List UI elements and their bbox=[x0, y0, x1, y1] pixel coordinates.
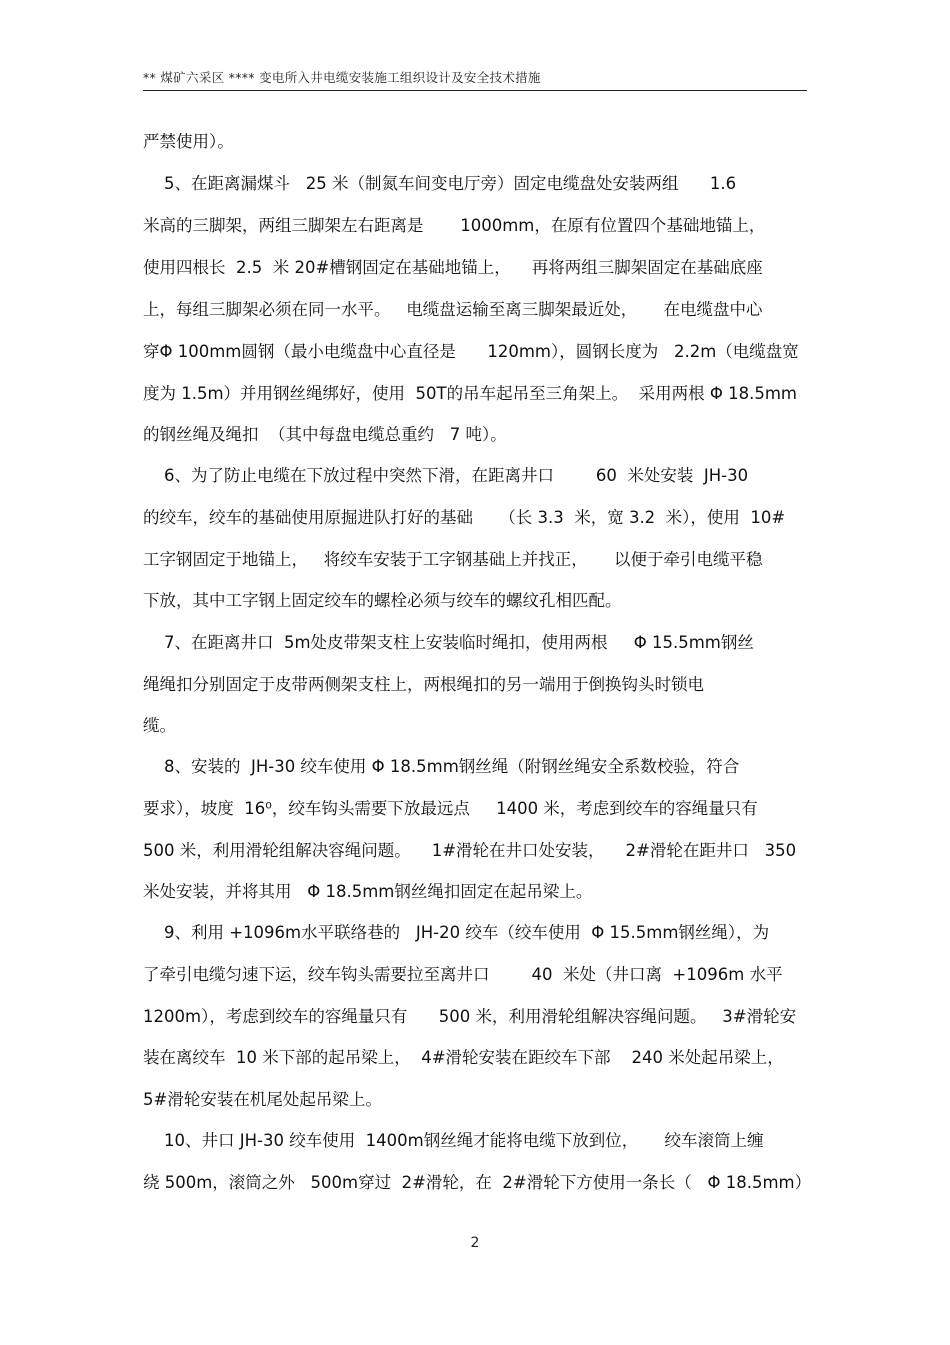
body-line: 500 米，利用滑轮组解决容绳问题。 1#滑轮在井口处安装， 2#滑轮在距井口 350 bbox=[143, 841, 797, 860]
page-number: 2 bbox=[470, 1235, 480, 1251]
body-line: 6、为了防止电缆在下放过程中突然下滑，在距离井口 60 米处安装 JH-30 bbox=[143, 466, 749, 485]
body-line: 度为 1.5m）并用钢丝绳绑好，使用 50T的吊车起吊至三角架上。 采用两根 Φ 18.5mm bbox=[143, 384, 797, 403]
body-line: 使用四根长 2.5 米 20#槽钢固定在基础地锚上， 再将两组三脚架固定在基础底座 bbox=[143, 258, 763, 277]
body-line: 上，每组三脚架必须在同一水平。 电缆盘运输至离三脚架最近处， 在电缆盘中心 bbox=[143, 300, 763, 319]
body-line: 5、在距离漏煤斗 25 米（制氮车间变电厅旁）固定电缆盘处安装两组 1.6 bbox=[143, 174, 737, 193]
body-line: 9、利用 +1096m水平联络巷的 JH-20 绞车（绞车使用 Φ 15.5mm钢丝绳），为 bbox=[143, 923, 770, 942]
body-line: 1200m），考虑到绞车的容绳量只有 500 米，利用滑轮组解决容绳问题。 3#滑轮安 bbox=[143, 1007, 797, 1026]
body-line: 绕 500m，滚筒之外 500m穿过 2#滑轮，在 2#滑轮下方使用一条长（ Φ 18.5mm） bbox=[143, 1173, 812, 1192]
header-divider bbox=[143, 90, 807, 91]
page-header-title: ** 煤矿六采区 **** 变电所入井电缆安装施工组织设计及安全技术措施 bbox=[143, 70, 541, 85]
body-line: 缆。 bbox=[143, 716, 176, 735]
body-line: 了牵引电缆匀速下运，绞车钩头需要拉至离井口 40 米处（井口离 +1096m 水平 bbox=[143, 965, 783, 984]
body-line: 严禁使用）。 bbox=[143, 132, 234, 151]
body-line: 的钢丝绳及绳扣 （其中每盘电缆总重约 7 吨）。 bbox=[143, 425, 507, 444]
body-line: 工字钢固定于地锚上， 将绞车安装于工字钢基础上并找正， 以便于牵引电缆平稳 bbox=[143, 550, 763, 569]
body-line: 5#滑轮安装在机尾处起吊梁上。 bbox=[143, 1090, 382, 1109]
body-line: 7、在距离井口 5m处皮带架支柱上安装临时绳扣，使用两根 Φ 15.5mm钢丝 bbox=[143, 633, 754, 652]
body-line: 下放，其中工字钢上固定绞车的螺栓必须与绞车的螺纹孔相匹配。 bbox=[143, 591, 622, 610]
body-line: 米处安装，并将其用 Φ 18.5mm钢丝绳扣固定在起吊梁上。 bbox=[143, 882, 593, 901]
body-line: 10、井口 JH-30 绞车使用 1400m钢丝绳才能将电缆下放到位， 绞车滚筒上缠 bbox=[143, 1131, 764, 1150]
body-line: 装在离绞车 10 米下部的起吊梁上， 4#滑轮安装在距绞车下部 240 米处起吊梁上， bbox=[143, 1048, 784, 1067]
body-line: 米高的三脚架，两组三脚架左右距离是 1000mm，在原有位置四个基础地锚上， bbox=[143, 216, 766, 235]
body-line: 绳绳扣分别固定于皮带两侧架支柱上，两根绳扣的另一端用于倒换钩头时锁电 bbox=[143, 675, 704, 694]
body-line: 要求），坡度 16⁰，绞车钩头需要下放最远点 1400 米，考虑到绞车的容绳量只有 bbox=[143, 799, 758, 818]
body-line: 的绞车，绞车的基础使用原掘进队打好的基础 （长 3.3 米，宽 3.2 米），使用 10# bbox=[143, 508, 786, 527]
body-line: 8、安装的 JH-30 绞车使用 Φ 18.5mm钢丝绳（附钢丝绳安全系数校验，符合 bbox=[143, 757, 740, 776]
body-line: 穿Φ 100mm圆钢（最小电缆盘中心直径是 120mm），圆钢长度为 2.2m（电缆盘宽 bbox=[143, 342, 799, 361]
